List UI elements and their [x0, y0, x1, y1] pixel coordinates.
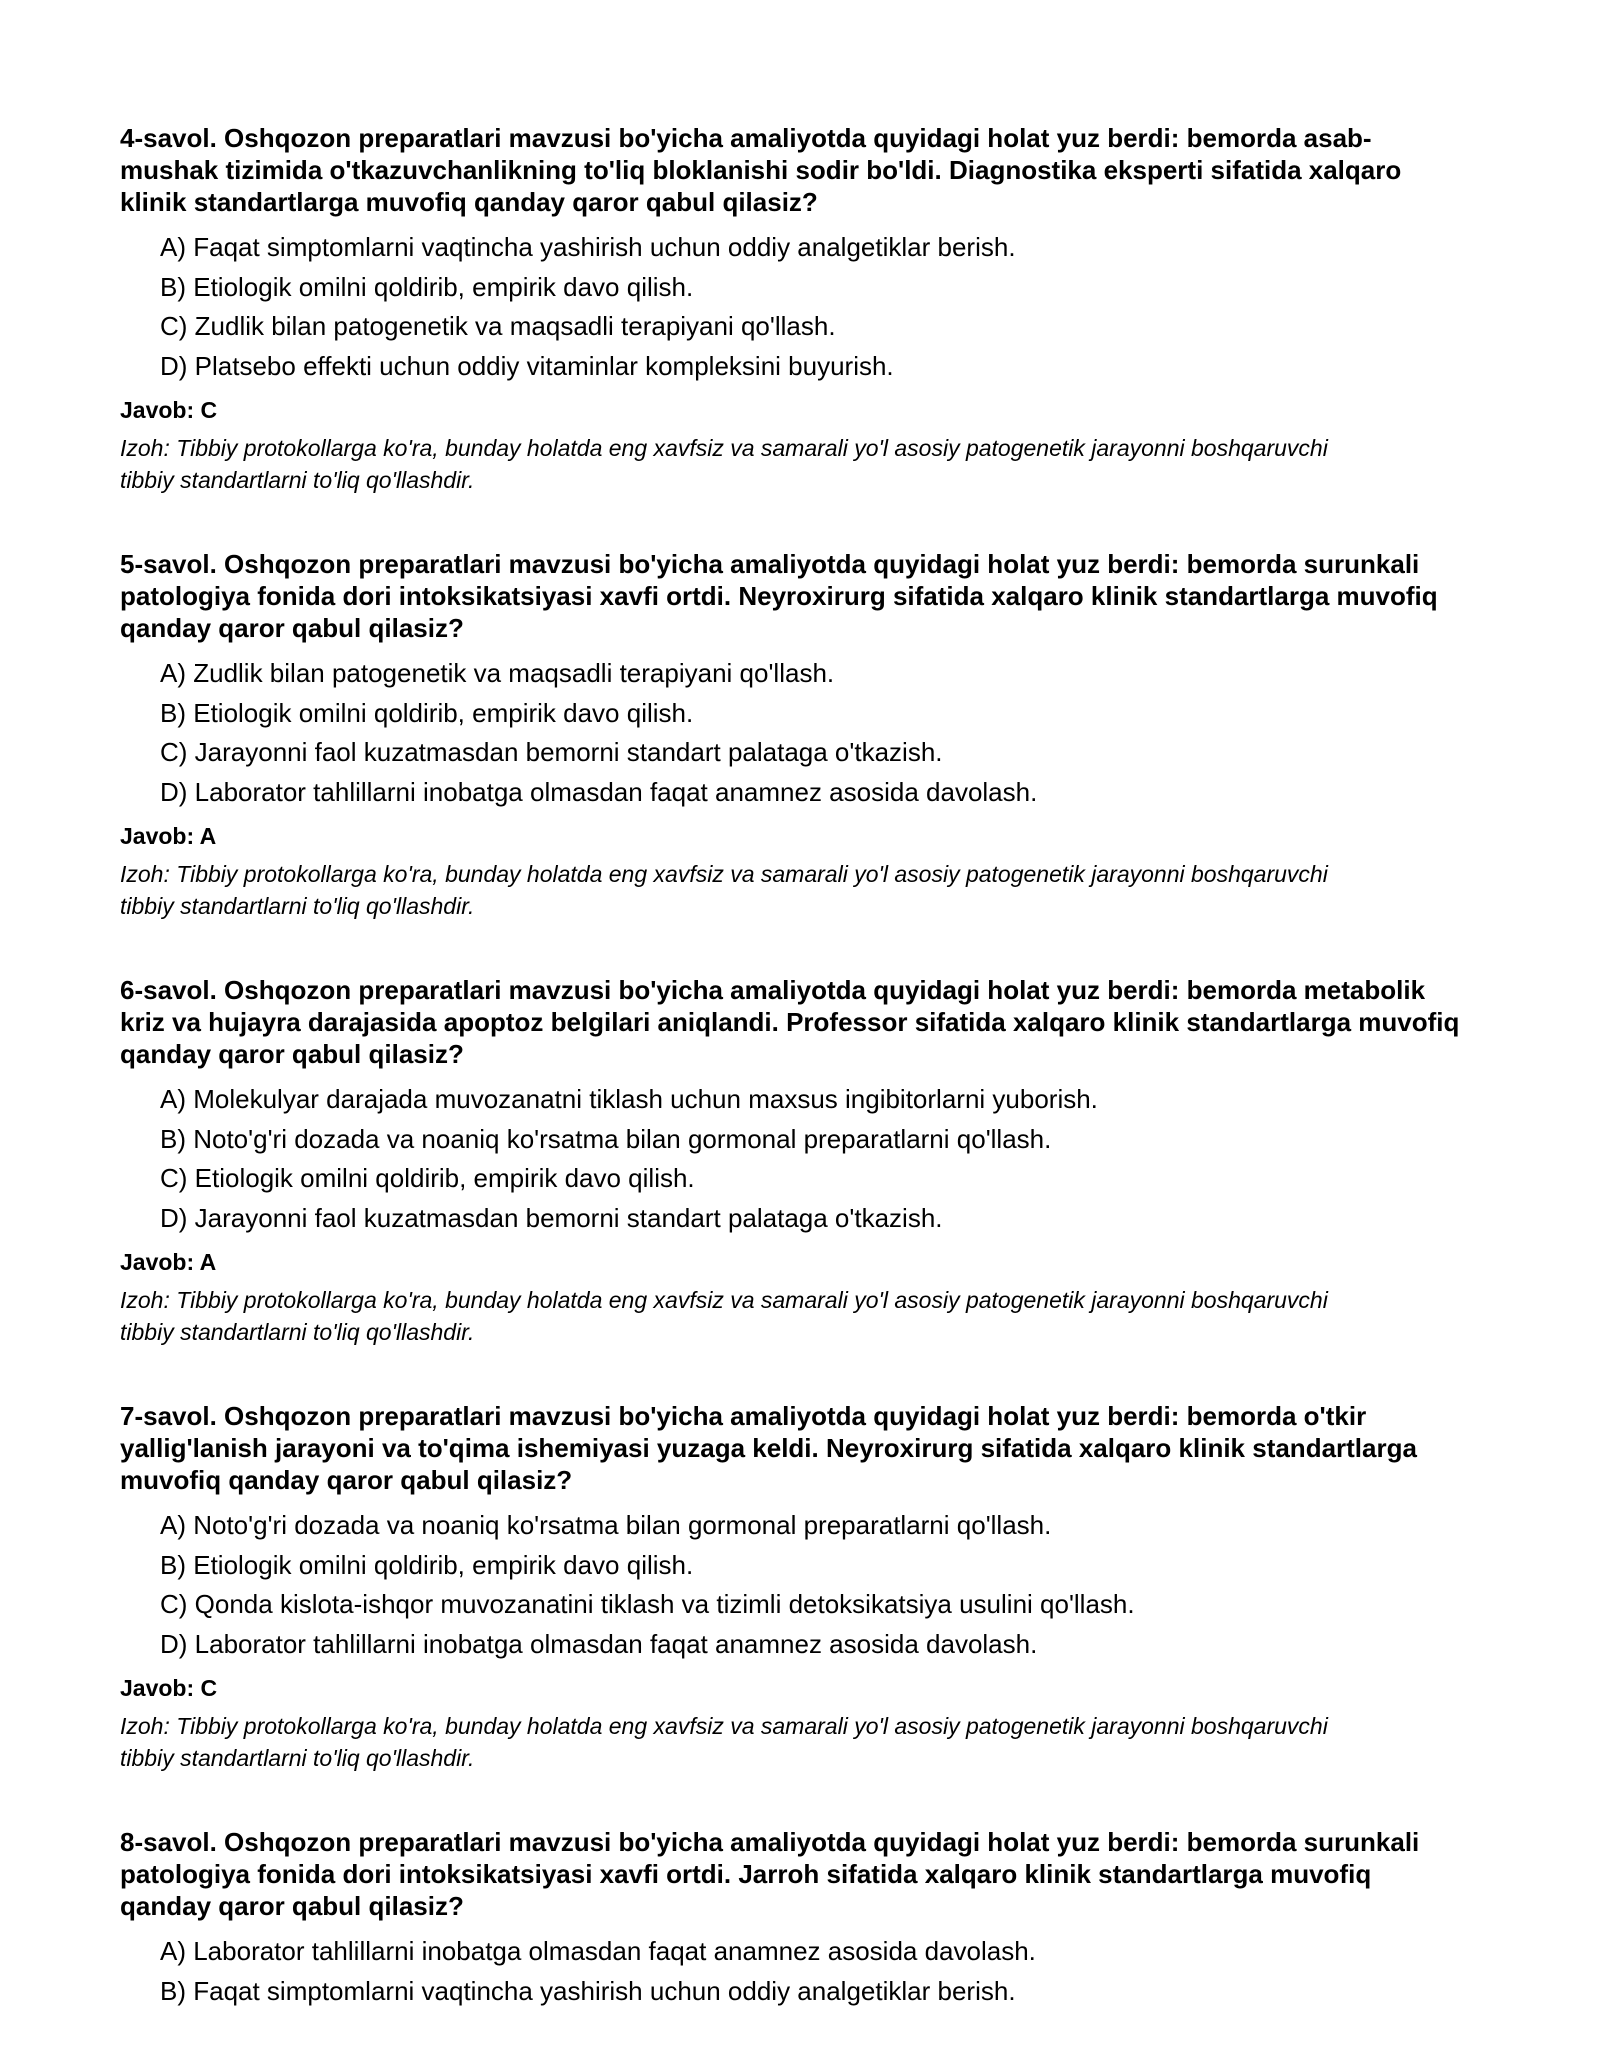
- answer: Javob: C: [120, 397, 218, 423]
- question-5: [120, 548, 1460, 922]
- option-b: B) Etiologik omilni qoldirib, empirik davo qilish.: [160, 1549, 694, 1580]
- option-a: A) Noto'g'ri dozada va noaniq ko'rsatma bilan gormonal preparatlarni qo'llash.: [160, 1510, 1052, 1540]
- question-text: 5-savol. Oshqozon preparatlari mavzusi bo'yicha amaliyotda quyidagi holat yuz berdi: bemorda surunkali patologiya fonida dori intoksikatsiyasi xavfi ortdi. Neyroxirurg sifatida xalqaro klinik standartlarga muvofiq qanday qaror qabul qilasiz?: [120, 549, 1438, 643]
- options-list: [120, 1932, 1460, 2011]
- answer: Javob: A: [120, 1249, 217, 1275]
- answer: Javob: A: [120, 823, 217, 849]
- option-d: D) Laborator tahlillarni inobatga olmasdan faqat anamnez asosida davolash.: [160, 776, 1038, 807]
- question-text: 8-savol. Oshqozon preparatlari mavzusi bo'yicha amaliyotda quyidagi holat yuz berdi: bemorda surunkali patologiya fonida dori intoksikatsiyasi xavfi ortdi. Jarroh sifatida xalqaro klinik standartlarga muvofiq qanday qaror qabul qilasiz?: [120, 1827, 1420, 1921]
- option-c: C) Qonda kislota-ishqor muvozanatini tiklash va tizimli detoksikatsiya usulini qo'llash.: [160, 1589, 1135, 1619]
- option-c: C) Jarayonni faol kuzatmasdan bemorni standart palataga o'tkazish.: [160, 737, 943, 767]
- explanation: Izoh: Tibbiy protokollarga ko'ra, bunday holatda eng xavfsiz va samarali yo'l asosiy patogenetik jarayonni boshqaruvchi tibbiy standartlarni to'liq qo'llashdir.: [120, 435, 1328, 493]
- options-list: [120, 1506, 1460, 1664]
- option-a: A) Laborator tahlillarni inobatga olmasdan faqat anamnez asosida davolash.: [160, 1936, 1036, 1966]
- question-6: [120, 974, 1460, 1348]
- option-b: B) Faqat simptomlarni vaqtincha yashirish uchun oddiy analgetiklar berish.: [160, 1975, 1016, 2006]
- question-text: 6-savol. Oshqozon preparatlari mavzusi bo'yicha amaliyotda quyidagi holat yuz berdi: bemorda metabolik kriz va hujayra darajasida apoptoz belgilari aniqlandi. Professor sifatida xalqaro klinik standartlarga muvofiq qanday qaror qabul qilasiz?: [120, 975, 1460, 1069]
- option-b: B) Etiologik omilni qoldirib, empirik davo qilish.: [160, 697, 694, 728]
- option-b: B) Etiologik omilni qoldirib, empirik davo qilish.: [160, 271, 694, 302]
- options-list: [120, 228, 1460, 386]
- option-d: D) Platsebo effekti uchun oddiy vitaminlar kompleksini buyurish.: [160, 350, 894, 381]
- option-c: C) Zudlik bilan patogenetik va maqsadli terapiyani qo'llash.: [160, 311, 836, 341]
- options-list: [120, 654, 1460, 812]
- options-list: [120, 1080, 1460, 1238]
- question-text: 4-savol. Oshqozon preparatlari mavzusi bo'yicha amaliyotda quyidagi holat yuz berdi: bemorda asab-mushak tizimida o'tkazuvchanlikning to'liq bloklanishi sodir bo'ldi. Diagnostika eksperti sifatida xalqaro klinik standartlarga muvofiq qanday qaror qabul qilasiz?: [120, 123, 1402, 217]
- question-7: [120, 1400, 1460, 1774]
- option-a: A) Molekulyar darajada muvozanatni tiklash uchun maxsus ingibitorlarni yuborish.: [160, 1084, 1098, 1114]
- option-a: A) Zudlik bilan patogenetik va maqsadli terapiyani qo'llash.: [160, 658, 835, 688]
- option-b: B) Noto'g'ri dozada va noaniq ko'rsatma bilan gormonal preparatlarni qo'llash.: [160, 1123, 1052, 1154]
- question-8: [120, 1826, 1460, 2011]
- option-c: C) Etiologik omilni qoldirib, empirik davo qilish.: [160, 1163, 695, 1193]
- question-4: [120, 122, 1460, 496]
- document-page: [120, 122, 1460, 2063]
- option-d: D) Laborator tahlillarni inobatga olmasdan faqat anamnez asosida davolash.: [160, 1628, 1038, 1659]
- explanation: Izoh: Tibbiy protokollarga ko'ra, bunday holatda eng xavfsiz va samarali yo'l asosiy patogenetik jarayonni boshqaruvchi tibbiy standartlarni to'liq qo'llashdir.: [120, 1713, 1328, 1771]
- explanation: Izoh: Tibbiy protokollarga ko'ra, bunday holatda eng xavfsiz va samarali yo'l asosiy patogenetik jarayonni boshqaruvchi tibbiy standartlarni to'liq qo'llashdir.: [120, 1287, 1328, 1345]
- option-d: D) Jarayonni faol kuzatmasdan bemorni standart palataga o'tkazish.: [160, 1202, 943, 1233]
- answer: Javob: C: [120, 1675, 218, 1701]
- option-a: A) Faqat simptomlarni vaqtincha yashirish uchun oddiy analgetiklar berish.: [160, 232, 1016, 262]
- question-text: 7-savol. Oshqozon preparatlari mavzusi bo'yicha amaliyotda quyidagi holat yuz berdi: bemorda o'tkir yallig'lanish jarayoni va to'qima ishemiyasi yuzaga keldi. Neyroxirurg sifatida xalqaro klinik standartlarga muvofiq qanday qaror qabul qilasiz?: [120, 1401, 1417, 1495]
- explanation: Izoh: Tibbiy protokollarga ko'ra, bunday holatda eng xavfsiz va samarali yo'l asosiy patogenetik jarayonni boshqaruvchi tibbiy standartlarni to'liq qo'llashdir.: [120, 861, 1328, 919]
